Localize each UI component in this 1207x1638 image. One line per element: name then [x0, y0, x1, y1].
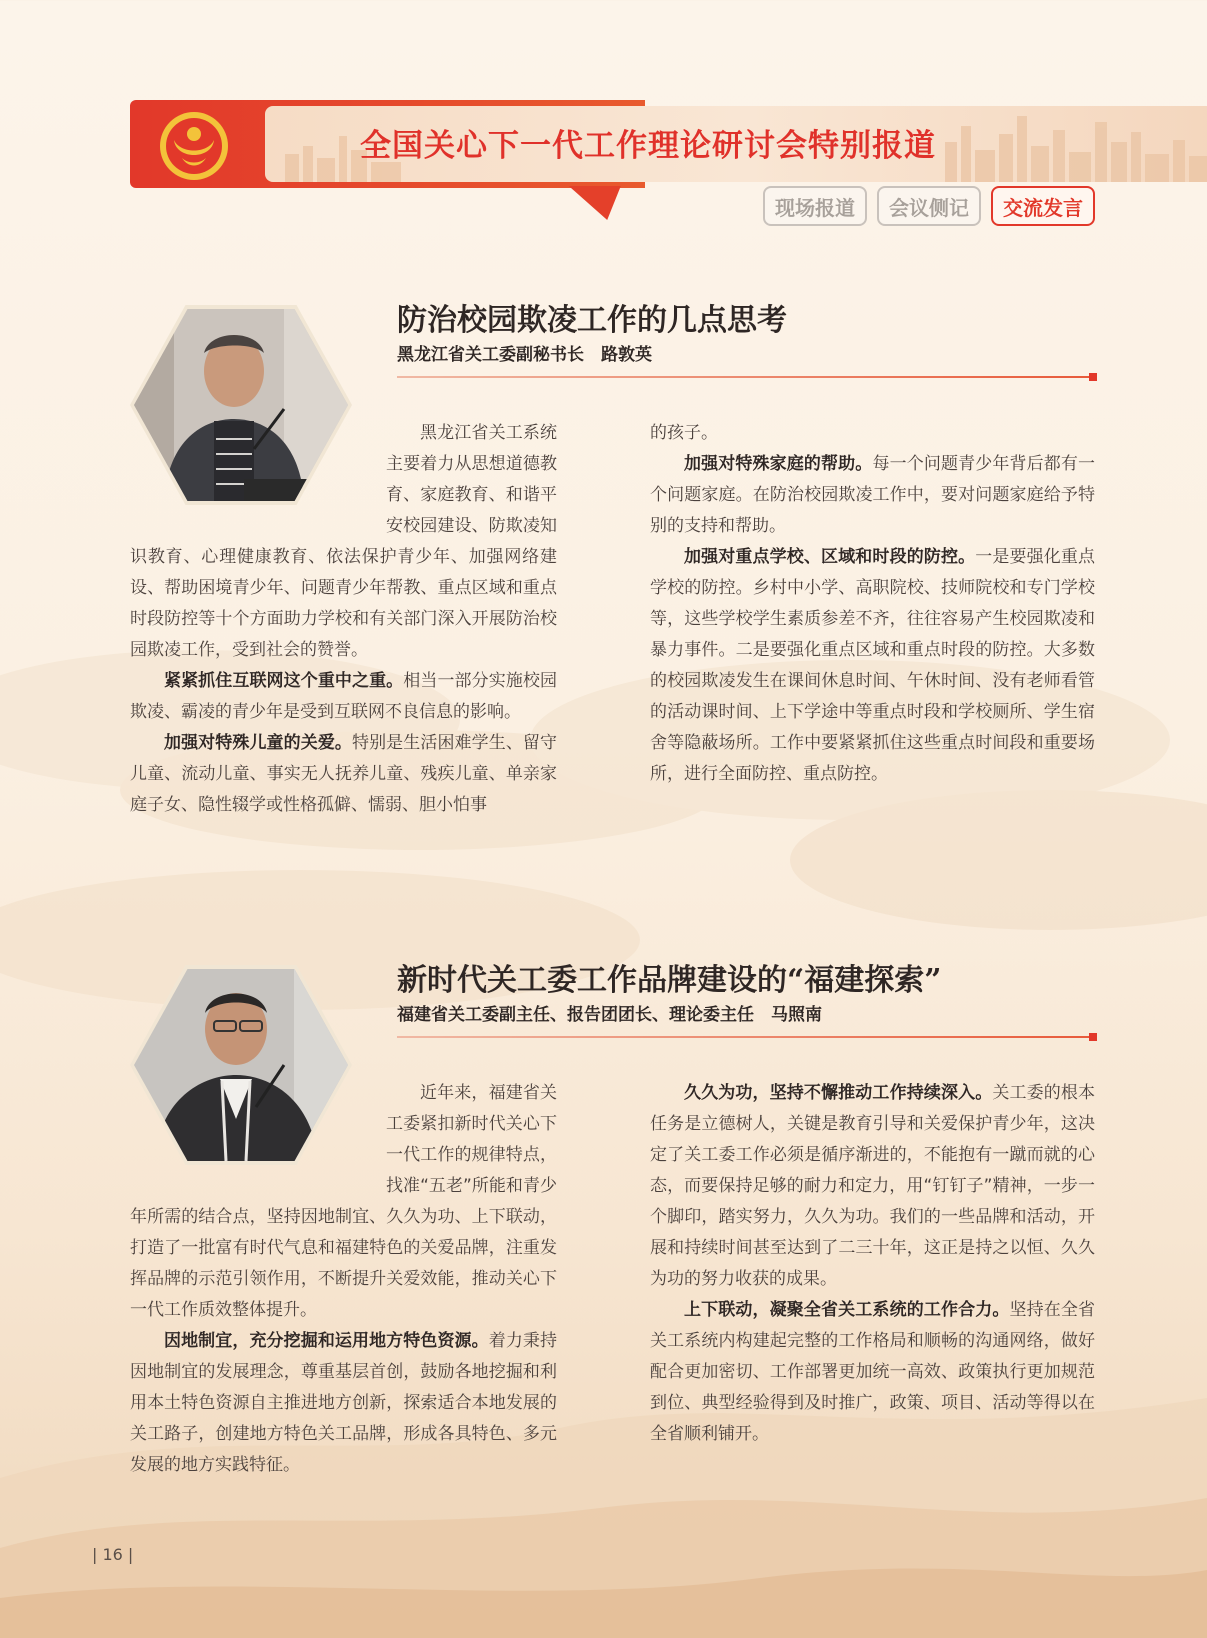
section-banner	[130, 100, 1095, 190]
article-title: 防治校园欺凌工作的几点思考	[397, 303, 787, 338]
page-number: | 16 |	[92, 1545, 134, 1564]
paragraph: 紧紧抓住互联网这个重中之重。相当一部分实施校园欺凌、霸凌的青少年是受到互联网不良信息的影响。	[130, 671, 558, 722]
article-author: 黑龙江省关工委副秘书长 路敦英	[397, 345, 652, 365]
paragraph: 久久为功，坚持不懈推动工作持续深入。关工委的根本任务是立德树人，关键是教育引导和关爱保护青少年，这决定了关工委工作必须是循序渐进的，不能抱有一蹴而就的心态，而要保持足够的耐力和定力，用“钉钉子”精神，一步一个脚印，踏实努力，久久为功。我们的一些品牌和活动，开展和持续时间甚至达到了二三十年，这正是持之以恒、久久为功的努力收获的成果。	[650, 1083, 1096, 1289]
paragraph: 近年来，福建省关工委紧扣新时代关心下一代工作的规律特点，找准“五老”所能和青少年所需的结合点，坚持因地制宜、久久为功、上下联动，打造了一批富有时代气息和福建特色的关爱品牌，注重发挥品牌的示范引领作用，不断提升关爱效能，推动关心下一代工作质效整体提升。	[130, 1083, 557, 1320]
tab-meeting-notes[interactable]: 会议侧记	[877, 186, 981, 226]
paragraph: 黑龙江省关工系统主要着力从思想道德教育、家庭教育、和谐平安校园建设、防欺凌知识教育、心理健康教育、依法保护青少年、加强网络建设、帮助困境青少年、问题青少年帮教、重点区域和重点时段防控等十个方面助力学校和有关部门深入开展防治校园欺凌工作，受到社会的赞誉。	[130, 423, 557, 660]
article-title: 新时代关工委工作品牌建设的“福建探索”	[397, 963, 942, 998]
paragraph: 加强对特殊儿童的关爱。特别是生活困难学生、留守儿童、流动儿童、事实无人抚养儿童、残疾儿童、单亲家庭子女、隐性辍学或性格孤僻、懦弱、胆小怕事	[130, 733, 557, 815]
article-column-left	[130, 1078, 557, 1481]
paragraph: 加强对重点学校、区域和时段的防控。一是要强化重点学校的防控。乡村中小学、高职院校、技师院校和专门学校等，这些学校学生素质参差不齐，往往容易产生校园欺凌和暴力事件。二是要强化重点区域和重点时段的防控。大多数的校园欺凌发生在课间休息时间、午休时间、没有老师看管的活动课时间、上下学途中等重点时段和学校厕所、学生宿舍等隐蔽场所。工作中要紧紧抓住这些重点时间段和重要场所，进行全面防控、重点防控。	[650, 547, 1096, 784]
paragraph: 因地制宜，充分挖掘和运用地方特色资源。着力秉持因地制宜的发展理念，尊重基层首创，鼓励各地挖掘和利用本土特色资源自主推进地方创新，探索适合本地发展的关工路子，创建地方特色关工品牌，形成各具特色、多元发展的地方实践特征。	[130, 1331, 558, 1475]
article-column-right	[650, 418, 1095, 790]
article-column-left	[130, 418, 557, 821]
article-author: 福建省关工委副主任、报告团团长、理论委主任 马照南	[397, 1005, 822, 1025]
tab-exchange-speech[interactable]: 交流发言	[991, 186, 1095, 226]
title-divider	[397, 1036, 1095, 1038]
tab-on-site-report[interactable]: 现场报道	[763, 186, 867, 226]
article-column-right	[650, 1078, 1095, 1450]
title-divider	[397, 376, 1095, 378]
paragraph: 上下联动，凝聚全省关工系统的工作合力。坚持在全省关工系统内构建起完整的工作格局和顺畅的沟通网络，做好配合更加密切、工作部署更加统一高效、政策执行更加规范到位、典型经验得到及时推广，政策、项目、活动等得以在全省顺利铺开。	[650, 1300, 1096, 1444]
banner-speech-tail	[569, 186, 633, 220]
banner-title: 全国关心下一代工作理论研讨会特别报道	[360, 128, 936, 164]
paragraph: 加强对特殊家庭的帮助。每一个问题青少年背后都有一个问题家庭。在防治校园欺凌工作中，要对问题家庭给予特别的支持和帮助。	[650, 454, 1096, 536]
paragraph: 的孩子。	[650, 423, 718, 443]
guan-gong-wei-logo-icon	[158, 110, 230, 182]
section-tabs	[763, 186, 1095, 226]
